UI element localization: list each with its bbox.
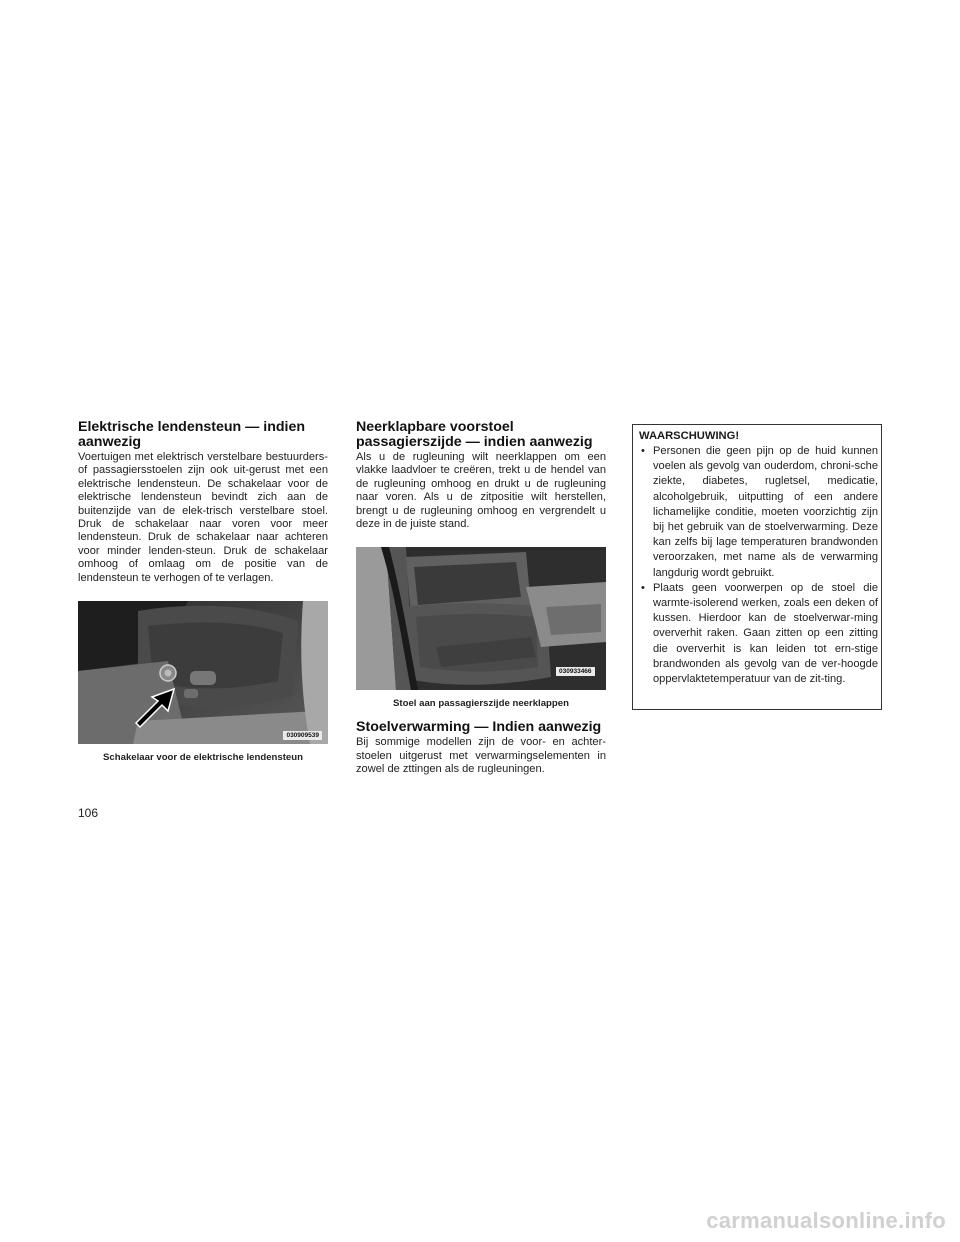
- page-number: 106: [78, 806, 99, 820]
- warning-item-text: Plaats geen voorwerpen op de stoel die warmte-isolerend werken, zoals een deken of kussen. Hierdoor kan de stoelverwar-ming oververhit raken. Gaan zitten op een zitting die oververhit is kan leiden tot ern-stige brandwonden als gevolg van de ver-hoogde oppervlaktetemperatuur van de zit-ting.: [653, 581, 878, 686]
- warning-item: [639, 581, 878, 687]
- watermark: carmanualsonline.info: [706, 1208, 946, 1233]
- lumbar-switch-illustration: [78, 601, 328, 744]
- figure-code: 030933466: [556, 667, 595, 676]
- bullet: •: [641, 581, 645, 594]
- warning-box: [632, 424, 882, 710]
- column-middle: [356, 420, 606, 777]
- caption-folded-seat: Stoel aan passagierszijde neerklappen: [393, 698, 569, 710]
- photo-lumbar-switch: [78, 601, 328, 744]
- warning-list: [639, 444, 878, 687]
- column-right: [632, 424, 882, 710]
- paragraph-power-lumbar: Voertuigen met elektrisch verstelbare bestuurders- of passagiersstoelen zijn ook uit-gerust met een elektrische lendensteun. De schakelaar voor de elektrische lendensteun bevindt zich aan de buitenzijde van de elek-trisch verstelbare stoel. Druk de schakelaar naar voren voor meer lendensteun. Druk de schakelaar naar achteren voor minder lenden-steun. Druk de schakelaar omhoog of omlaag om de positie van de lendensteun te verhogen of te verlagen.: [78, 451, 328, 584]
- caption-lumbar-switch: Schakelaar voor de elektrische lendensteun: [103, 752, 303, 764]
- warning-title: WAARSCHUWING!: [639, 430, 740, 442]
- paragraph-fold-flat-seat: Als u de rugleuning wilt neerklappen om een vlakke laadvloer te creëren, trekt u de hendel van de rugleuning omhoog en drukt u de rugleuning naar voren. Als u de zitpositie wilt herstellen, brengt u de rugleuning omhoog en vergrendelt u deze in de juiste stand.: [356, 451, 606, 531]
- photo-folded-seat: [356, 547, 606, 690]
- heading-fold-flat-seat: Neerklapbare voorstoel passagierszijde — indien aanwezig: [356, 419, 593, 450]
- column-left: [78, 420, 328, 763]
- warning-item-text: Personen die geen pijn op de huid kunnen voelen als gevolg van ouderdom, chroni-sche ziekte, diabetes, rugletsel, medicatie, alcoholgebruik, uitputting of een andere lichamelijke conditie, moeten voorzichtig zijn bij het gebruik van de stoelverwarming. Deze kan zelfs bij lage temperaturen brandwonden veroorzaken, met name als de verwarming langdurig wordt gebruikt.: [653, 445, 878, 579]
- figure-code: 030909539: [283, 731, 322, 740]
- warning-item: [639, 444, 878, 581]
- heading-heated-seats: Stoelverwarming — Indien aanwezig: [356, 719, 602, 736]
- bullet: •: [641, 445, 645, 457]
- paragraph-heated-seats: Bij sommige modellen zijn de voor- en achter-stoelen uitgerust met verwarmingselementen in zowel de zttingen als de rugleuningen.: [356, 736, 606, 776]
- heading-power-lumbar: Elektrische lendensteun — indien aanwezig: [78, 419, 306, 450]
